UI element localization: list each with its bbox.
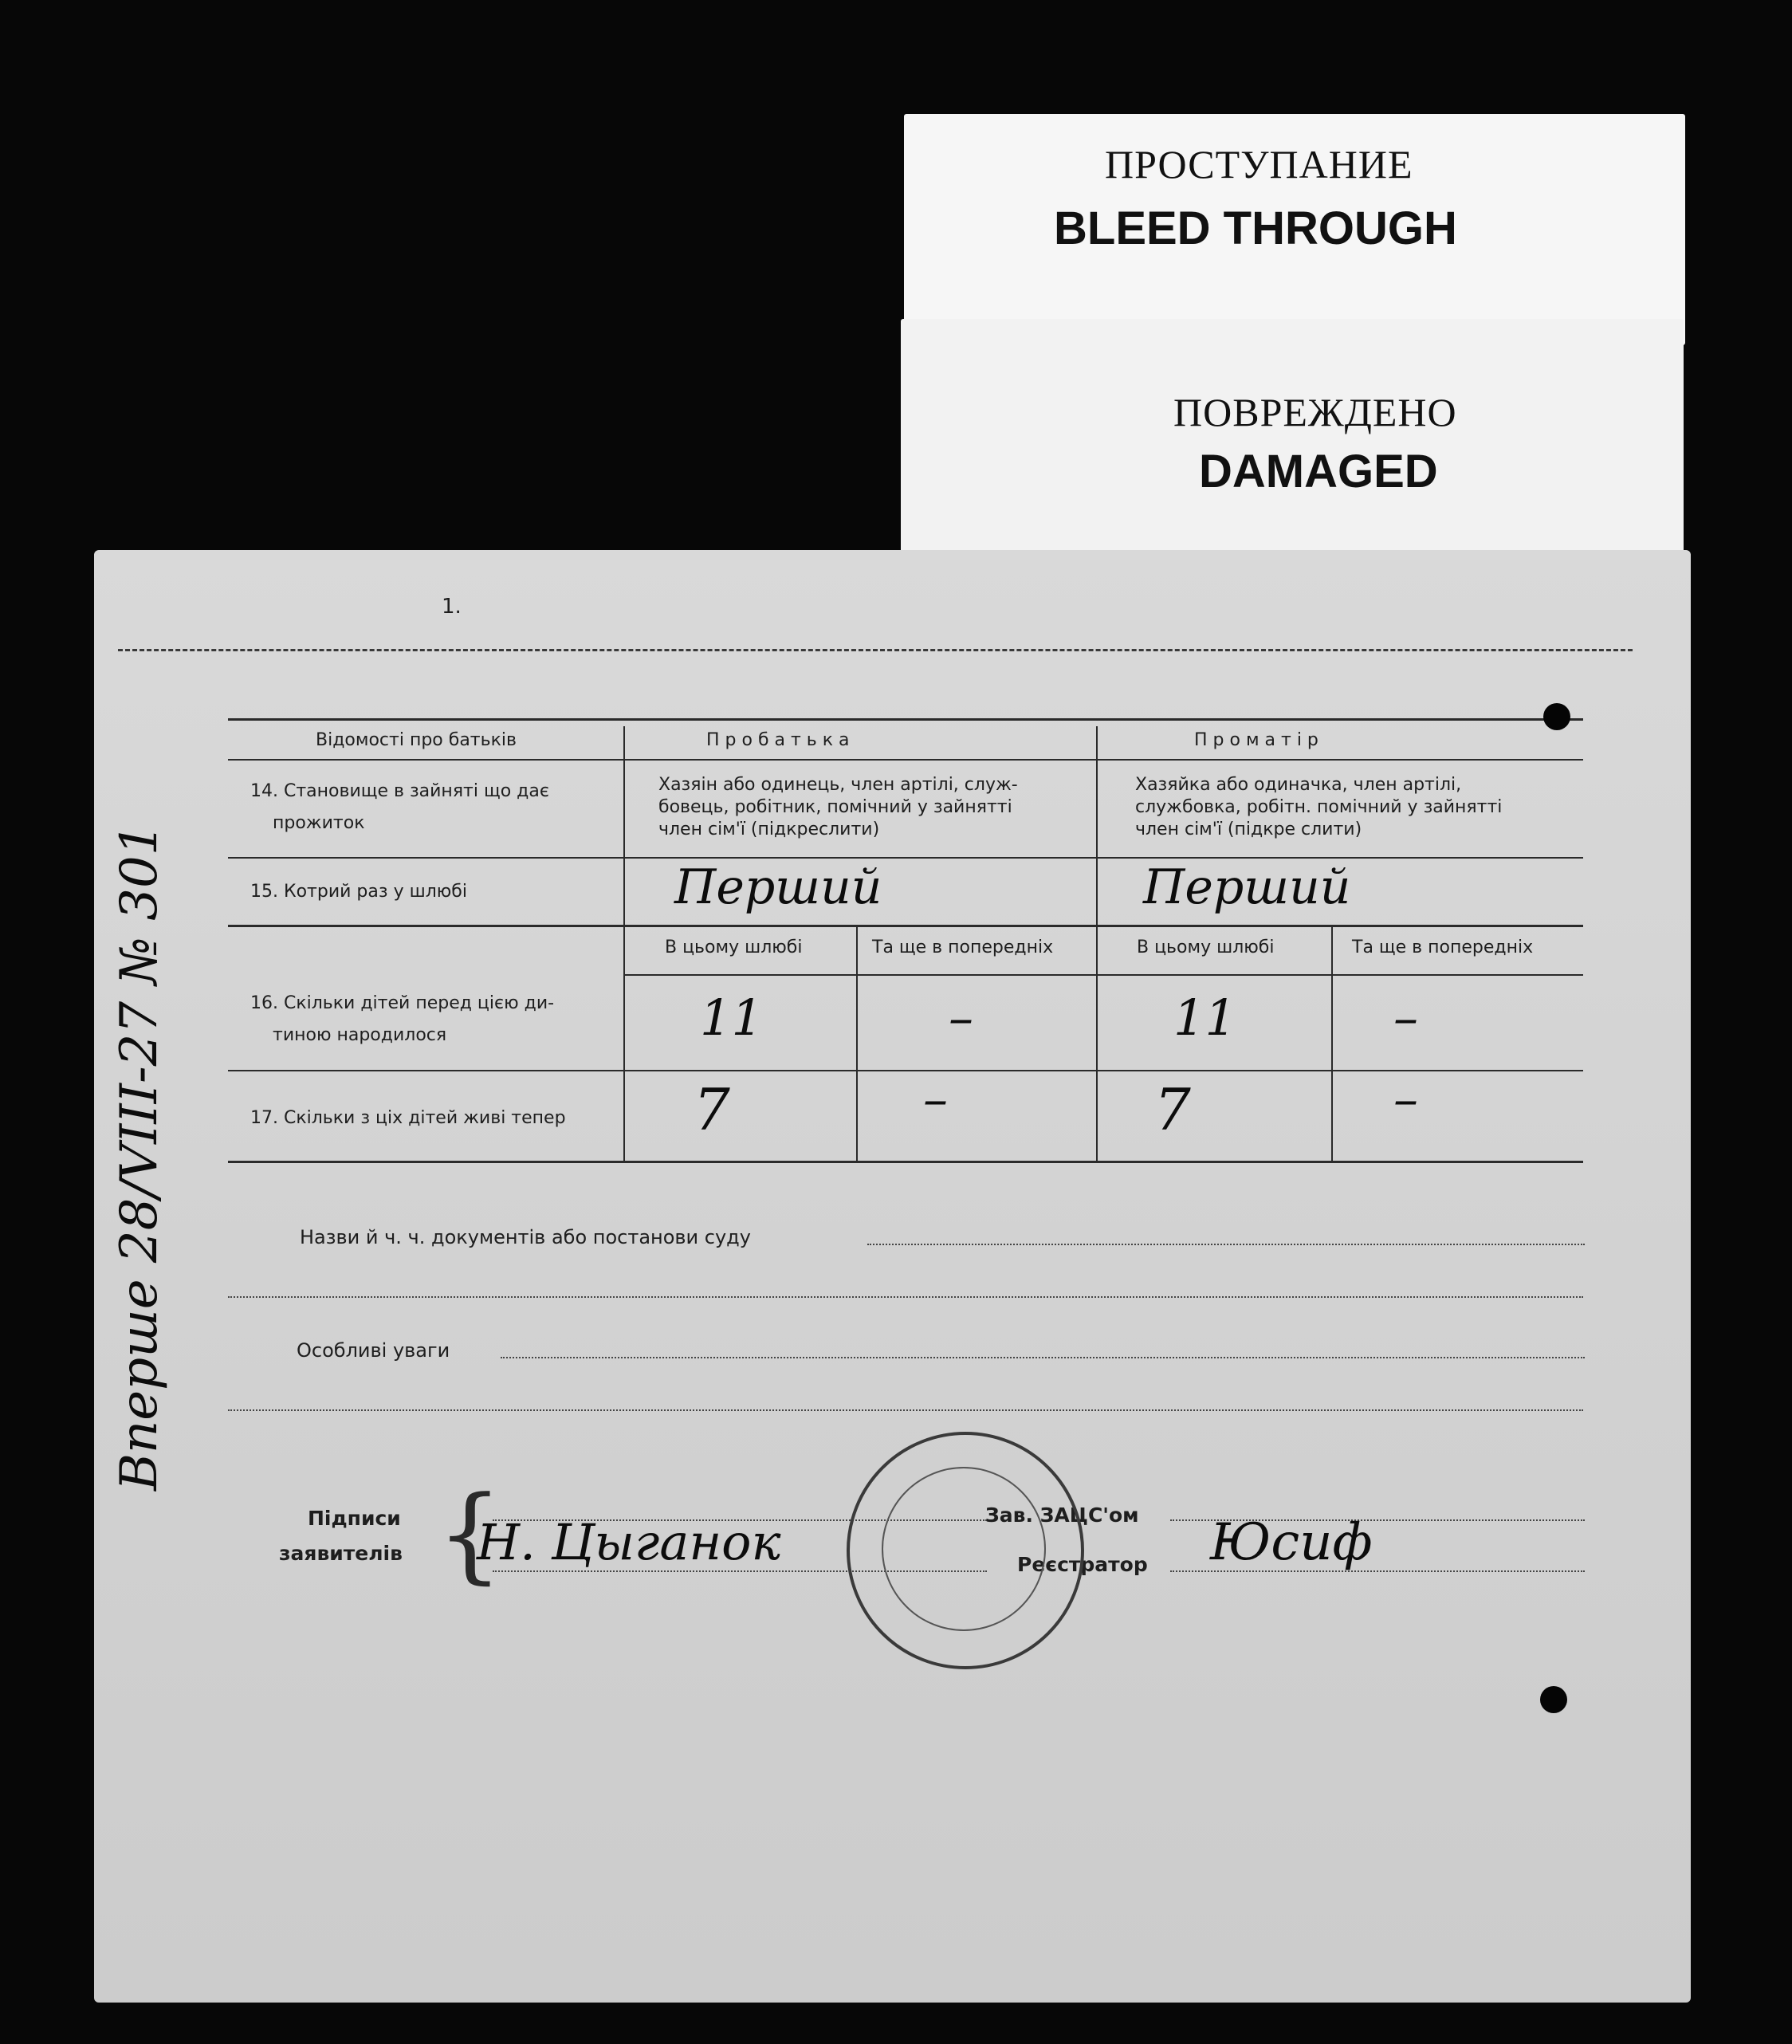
header-parents-info: Відомості про батьків	[316, 730, 517, 750]
official-stamp-inner-ring	[882, 1467, 1046, 1631]
perforation-line	[118, 649, 1633, 651]
row16-father-prev: –	[949, 989, 973, 1047]
row14-label-line2: прожиток	[273, 813, 365, 833]
margin-handwritten-note: Вперше 28/VIII-27 № 301	[110, 823, 169, 1491]
row17-mother-prev: –	[1393, 1070, 1418, 1128]
applicant-signature: Н. Цыганок	[477, 1513, 781, 1571]
bleed-through-label-card	[904, 114, 1685, 345]
header-divider	[228, 759, 1583, 761]
row17-label: 17. Скільки з ціх дітей живі тепер	[250, 1108, 566, 1128]
punch-hole	[1540, 1686, 1567, 1713]
row14-mother-line3: член сім'ї (підкре слити)	[1135, 820, 1362, 839]
signatures-label-line2: заявителів	[279, 1542, 403, 1565]
subheader-father-this: В цьому шлюбі	[665, 937, 803, 957]
row15-mother-handwritten: Перший	[1143, 859, 1351, 915]
row16-label-line2: тиною народилося	[273, 1025, 447, 1045]
row14-mother-line2: службовка, робітн. помічний у зайнятті	[1135, 797, 1503, 817]
row14-label-line1: 14. Становище в зайняті що дає	[250, 781, 549, 801]
signatures-label-line1: Підписи	[308, 1507, 401, 1530]
header-father: П р о б а т ь к а	[706, 730, 850, 750]
remarks-line-1	[501, 1357, 1585, 1358]
mother-column-border	[1096, 726, 1098, 1161]
registrar-label: Реєстратор	[1017, 1553, 1148, 1576]
head-of-registry-label: Зав. ЗАЦС'ом	[985, 1504, 1139, 1527]
registrar-signature: Юсиф	[1210, 1513, 1373, 1572]
row15-divider	[228, 925, 1583, 927]
father-column-border	[623, 726, 625, 1161]
bleed-through-ru-label: ПРОСТУПАНИЕ	[1105, 142, 1413, 187]
row16-mother-prev: –	[1393, 989, 1418, 1047]
row14-father-line3: член сім'ї (підкреслити)	[658, 820, 880, 839]
table-top-border	[228, 718, 1583, 721]
row17-father-this: 7	[694, 1076, 730, 1143]
top-mark: 1.	[442, 595, 462, 619]
row16-mother-this: 11	[1173, 989, 1236, 1047]
row16-label-line1: 16. Скільки дітей перед цією ди-	[250, 993, 555, 1013]
father-prev-column-border	[856, 926, 858, 1161]
row14-divider	[228, 857, 1583, 859]
row16-divider	[228, 1070, 1583, 1071]
subheader-mother-this: В цьому шлюбі	[1137, 937, 1275, 957]
row14-father-line2: бовець, робітник, помічний у зайнятті	[658, 797, 1012, 817]
row15-label: 15. Котрий раз у шлюбі	[250, 882, 467, 902]
mother-prev-column-border	[1331, 926, 1333, 1161]
remarks-line-2	[228, 1409, 1583, 1411]
documents-label: Назви й ч. ч. документів або постанови суду	[300, 1226, 751, 1248]
header-mother: П р о м а т і р	[1194, 730, 1318, 750]
documents-line-2	[228, 1296, 1583, 1298]
remarks-label: Особливі уваги	[297, 1339, 450, 1362]
damaged-en-label: DAMAGED	[1199, 446, 1438, 497]
subheader-divider	[623, 974, 1583, 976]
table-bottom-border	[228, 1161, 1583, 1163]
punch-hole	[1543, 703, 1570, 730]
damaged-ru-label: ПОВРЕЖДЕНО	[1173, 390, 1457, 434]
subheader-father-prev: Та ще в попередніх	[872, 937, 1054, 957]
row14-father-line1: Хазяін або одинець, член артілі, служ-	[658, 775, 1018, 795]
row15-father-handwritten: Перший	[674, 859, 882, 915]
row14-mother-line1: Хазяйка або одиначка, член артілі,	[1135, 775, 1462, 795]
row16-father-this: 11	[700, 989, 763, 1047]
document-page	[94, 550, 1691, 2003]
row17-father-prev: –	[923, 1070, 948, 1128]
row17-mother-this: 7	[1154, 1076, 1191, 1143]
damaged-label-card	[901, 319, 1684, 558]
documents-line-1	[867, 1244, 1585, 1245]
official-stamp	[847, 1432, 1084, 1669]
subheader-mother-prev: Та ще в попередніх	[1352, 937, 1534, 957]
signatures-brace: {	[437, 1473, 503, 1594]
bleed-through-en-label: BLEED THROUGH	[1054, 202, 1457, 254]
